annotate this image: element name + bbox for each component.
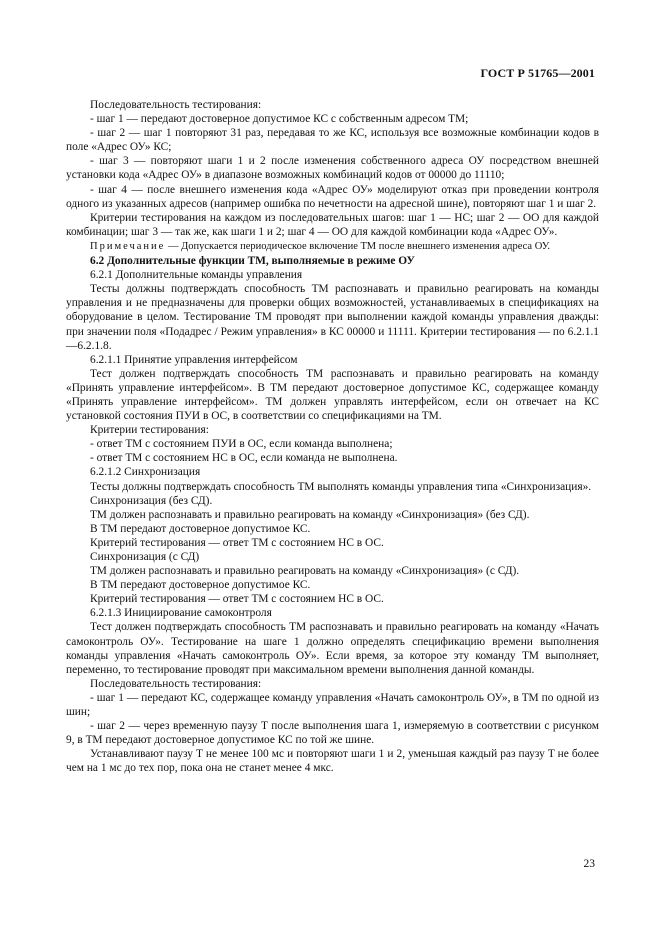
paragraph: Тест должен подтверждать способность ТМ распознавать и правильно реагировать на команду «Принять управление интерфейсом». В ТМ передают достоверное допустимое КС, содержащее команду «Принять управление интерфейсом». ТМ должен управлять интерфейсом, если он отвечает на КС установкой состояния ПУИ в ОС, в соответствии со спецификациями на ТМ. [66,367,599,423]
paragraph: Последовательность тестирования: [90,677,262,690]
subsection-heading: 6.2.1.2 Синхронизация [90,466,201,479]
paragraph: - ответ ТМ с состоянием НС в ОС, если команда не выполнена. [90,452,398,465]
paragraph: Устанавливают паузу T не менее 100 мс и повторяют шаги 1 и 2, уменьшая каждый раз паузу T не более чем на 1 мс до тех пор, пока она не станет менее 4 мкс. [66,748,599,775]
paragraph: Критерии тестирования на каждом из последовательных шагов: шаг 1 — НС; шаг 2 — ОО для каждой комбинации; шаг 3 — так же, как шаги 1 и 2; шаг 4 — ОО для каждой комбинации кода «Адрес ОУ». [66,211,599,238]
paragraph: Тесты должны подтверждать способность ТМ распознавать и правильно реагировать на команды управления и не предназначены для проверки общих возможностей, устанавливаемых в спецификациях на оборудование в целом. Тестирование ТМ проводят при выполнении каждой команды управления дважды: при значении поля «Подадрес / Режим управления» в КС 00000 и 11111. Критерии тестирования — по 6.2.1.1—6.2.1.8. [66,283,599,352]
paragraph: - шаг 2 — шаг 1 повторяют 31 раз, передавая то же КС, используя все возможные комбинации кодов в поле «Адрес ОУ» КС; [66,127,599,154]
section-heading: 6.2 Дополнительные функции ТМ, выполняемые в режиме ОУ [90,255,415,268]
page-number: 23 [583,858,595,870]
paragraph: В ТМ передают достоверное допустимое КС. [90,579,311,592]
paragraph: Синхронизация (с СД) [90,551,200,563]
paragraph: - ответ ТМ с состоянием ПУИ в ОС, если команда выполнена; [90,438,393,451]
paragraph: - шаг 4 — после внешнего изменения кода «Адрес ОУ» моделируют отказ при проведении контроля одного из указанных адресов (например ошибка по нечетности на адресной шине), повторяют шаг 1 и шаг 2. [66,183,599,210]
paragraph: В ТМ передают достоверное допустимое КС. [90,522,311,535]
subsection-heading: 6.2.1.1 Принятие управления интерфейсом [90,353,298,366]
paragraph: Тесты должны подтверждать способность ТМ выполнять команды управления типа «Синхронизация». [90,480,592,493]
paragraph: - шаг 3 — повторяют шаги 1 и 2 после изменения собственного адреса ОУ посредством внешней установки кода «Адрес ОУ» в диапазоне возможных комбинаций кодов от 00000 до 11110; [66,155,599,182]
paragraph: Критерий тестирования — ответ ТМ с состоянием НС в ОС. [90,593,384,606]
paragraph: ТМ должен распознавать и правильно реагировать на команду «Синхронизация» (без СД). [90,508,530,521]
paragraph: Критерии тестирования: [90,424,209,437]
paragraph: - шаг 1 — передают достоверное допустимое КС с собственным адресом ТМ; [90,113,469,126]
note [66,240,599,254]
paragraph: Последовательность тестирования: [90,99,262,111]
body-text [66,98,599,776]
document-id: ГОСТ Р 51765—2001 [480,66,595,80]
paragraph: ТМ должен распознавать и правильно реагировать на команду «Синхронизация» (с СД). [90,565,520,578]
paragraph: Синхронизация (без СД). [90,494,213,507]
paragraph: - шаг 1 — передают КС, содержащее команду управления «Начать самоконтроль ОУ», в ТМ по одной из шин; [66,691,599,719]
note-text: — Допускается периодическое включение ТМ после внешнего изменения адреса ОУ. [165,240,551,252]
subsection-heading: 6.2.1 Дополнительные команды управления [90,269,303,282]
paragraph: Тест должен подтверждать способность ТМ распознавать и правильно реагировать на команду «Начать самоконтроль ОУ». Тестирование на шаге 1 должно определять спецификацию времени выполнения команды управления «Начать самоконтроль ОУ». Если время, за которое эту команду ТМ выполняет, переменно, то тестирование проводят при максимальном времени выполнения данной команды. [66,621,599,676]
paragraph: - шаг 2 — через временную паузу T после выполнения шага 1, измеряемую в соответствии с рисунком 9, в ТМ передают достоверное допустимое КС по той же шине. [66,720,599,747]
paragraph: Критерий тестирования — ответ ТМ с состоянием НС в ОС. [90,536,384,549]
note-label: Примечание [90,240,166,252]
subsection-heading: 6.2.1.3 Инициирование самоконтроля [90,607,272,620]
